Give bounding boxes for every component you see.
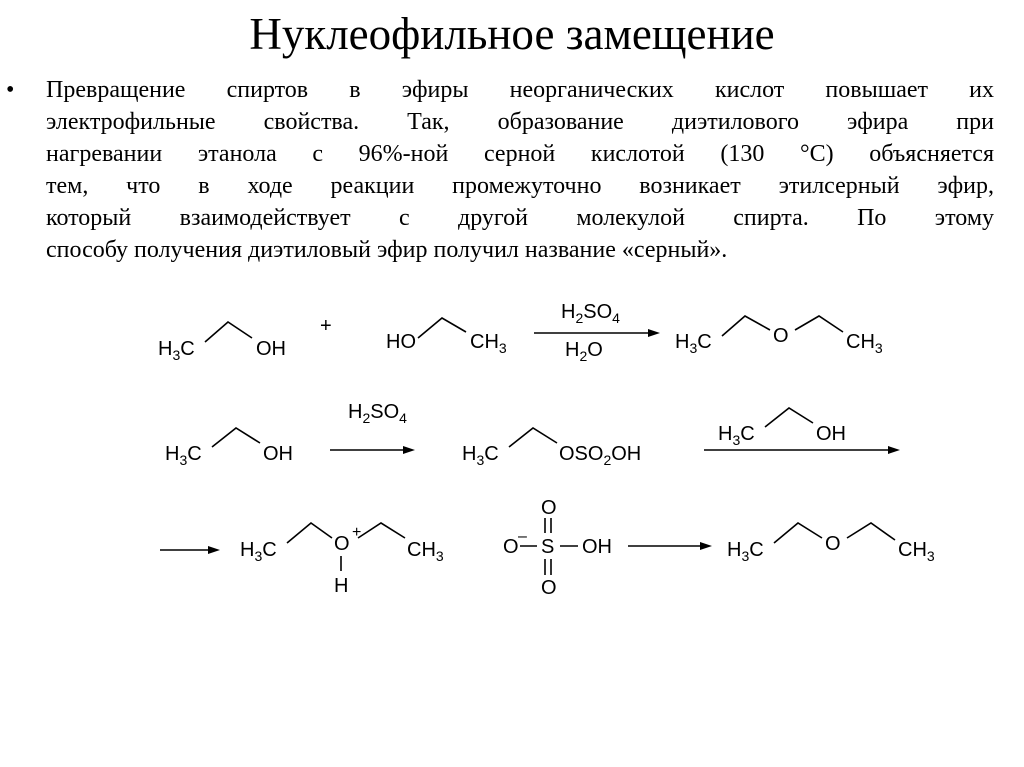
svg-text:O: O [503,536,519,558]
bullet-icon: • [6,77,15,103]
svg-text:S: S [541,536,555,558]
svg-text:H3C: $H_3C$ [158,338,195,363]
svg-text:H: H [334,575,349,597]
svg-text:O: O [825,533,841,555]
oxonium-ion [240,523,444,597]
svg-text:O: O [541,577,557,599]
svg-text:OH: OH [256,338,286,360]
svg-text:CH3: $CH_3$ [470,331,507,356]
svg-text:H3C: $H_3C$ [727,539,764,564]
svg-text:H3C: $H_3C$ [462,443,499,468]
svg-text:O: O [334,533,350,555]
reaction-arrow-1 [534,301,660,364]
svg-text:H3C: $H_3C$ [240,539,277,564]
svg-text:CH3: $CH_3$ [898,539,935,564]
svg-text:OSO2OH: $OSO_2OH$ [559,443,642,468]
diethyl-ether-product-2 [727,523,935,564]
svg-text:H2O: $H_2O$ [565,339,603,364]
ethanol-molecule-1 [158,322,286,363]
reaction-arrow-4 [160,546,220,554]
hydrogen-sulfate-ion [503,497,612,599]
svg-text:HO: HO [386,331,416,353]
svg-text:H3C: $H_3C$ [165,443,202,468]
svg-text:H3C: $H_3C$ [675,331,712,356]
svg-text:H2SO4: $H_2SO_4$ [348,401,407,426]
paragraph-line-6: способу получения диэтиловый эфир получил название «серный». [46,237,728,263]
reaction-arrow-5 [628,542,712,550]
paragraph-line-3: нагревании этанола с 96%-ной серной кислотой (130 °С) объясняется [46,141,994,167]
svg-text:+: + [352,524,362,541]
svg-text:–: – [518,528,527,545]
svg-text:H3C: $H_3C$ [718,423,755,448]
ethanol-molecule-3 [165,428,293,468]
reaction-arrow-2 [330,401,415,454]
reaction-arrow-3 [704,408,900,454]
svg-text:CH3: $CH_3$ [846,331,883,356]
paragraph-line-4: тем, что в ходе реакции промежуточно возникает этилсерный эфир, [46,173,994,199]
svg-text:O: O [541,497,557,519]
page-title: Нуклеофильное замещение [249,9,775,59]
svg-text:CH3: $CH_3$ [407,539,444,564]
svg-text:OH: OH [263,443,293,465]
svg-text:OH: OH [582,536,612,558]
svg-text:H2SO4: $H_2SO_4$ [561,301,620,326]
ethanol-molecule-2 [386,318,507,356]
svg-text:OH: OH [816,423,846,445]
plus-sign: + [320,315,332,337]
paragraph-line-1: Превращение спиртов в эфиры неорганических кислот повышает их [46,77,994,103]
diethyl-ether-product-1 [675,316,883,356]
ethyl-sulfate-ester [462,428,641,468]
svg-text:O: O [773,325,789,347]
paragraph-line-2: электрофильные свойства. Так, образование диэтилового эфира при [46,109,994,135]
paragraph-line-5: который взаимодействует с другой молекулой спирта. По этому [46,205,994,231]
